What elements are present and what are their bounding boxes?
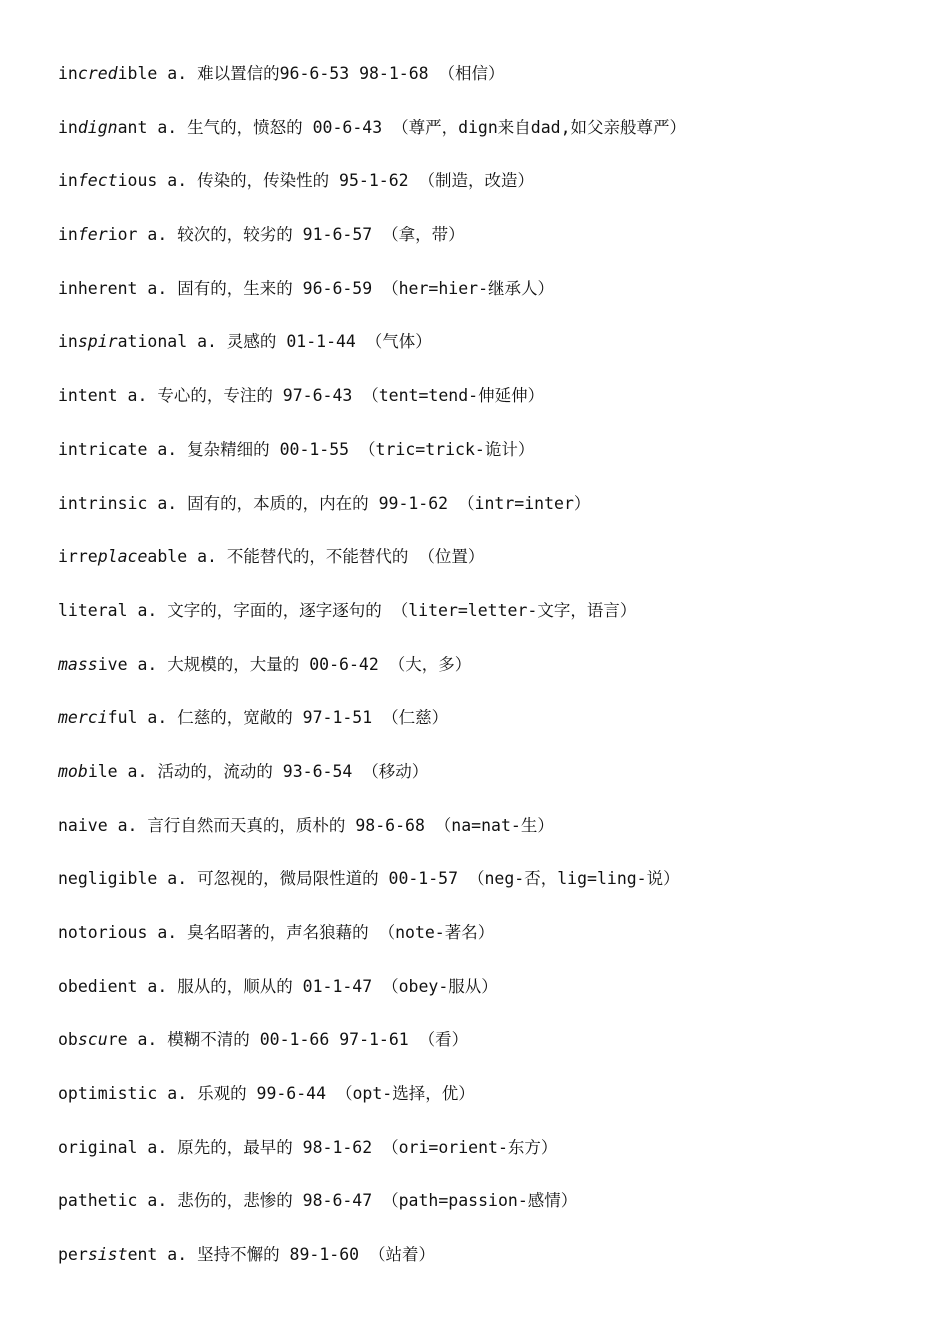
vocabulary-entry — [58, 704, 918, 758]
vocabulary-entry — [58, 597, 918, 651]
entry-text: in — [58, 117, 78, 137]
entry-text: negligible a. 可忽视的，微局限性道的 00-1-57 （neg-否，lig=ling-说） — [58, 869, 680, 889]
word-root: fect — [77, 171, 118, 191]
word-root: place — [97, 547, 148, 567]
vocabulary-entry — [58, 1026, 918, 1080]
vocabulary-entry — [58, 275, 918, 329]
vocabulary-entry — [58, 382, 918, 436]
entry-text: in — [58, 225, 78, 245]
vocabulary-entry — [58, 865, 918, 919]
entry-text: in — [58, 171, 78, 191]
entry-text: ior a. 较次的，较劣的 91-6-57 （拿，带） — [107, 225, 465, 245]
word-root: mass — [58, 654, 98, 674]
entry-text: inherent a. 固有的，生来的 96-6-59 （her=hier-继承人） — [58, 278, 555, 298]
entry-text: able a. 不能替代的，不能替代的 （位置） — [147, 547, 485, 567]
vocabulary-entry — [58, 221, 918, 275]
word-root: cred — [77, 64, 118, 83]
entry-text: re a. 模糊不清的 00-1-66 97-1-61 （看） — [107, 1030, 469, 1050]
word-root: fer — [77, 225, 108, 245]
vocabulary-entry — [58, 1134, 918, 1188]
entry-text: intricate a. 复杂精细的 00-1-55 （tric=trick-诡计） — [58, 439, 535, 459]
entry-text: intent a. 专心的，专注的 97-6-43 （tent=tend-伸延伸） — [58, 386, 545, 406]
word-root: scu — [77, 1030, 108, 1050]
entry-text: ent a. 坚持不懈的 89-1-60 （站着） — [127, 1245, 436, 1265]
vocabulary-entry — [58, 919, 918, 973]
word-root: spir — [77, 332, 118, 352]
entry-text: ob — [58, 1030, 78, 1050]
word-root: mob — [58, 761, 88, 781]
vocabulary-entry — [58, 651, 918, 705]
vocabulary-entry — [58, 543, 918, 597]
vocabulary-entry — [58, 758, 918, 812]
vocabulary-entry — [58, 328, 918, 382]
entry-text: in — [58, 332, 78, 352]
vocabulary-entry — [58, 490, 918, 544]
entry-text: notorious a. 臭名昭著的，声名狼藉的 （note-著名） — [58, 923, 495, 942]
word-root: merci — [58, 708, 108, 728]
entry-text: ive a. 大规模的，大量的 00-6-42 （大，多） — [97, 654, 472, 674]
word-root: dign — [77, 117, 118, 137]
entry-text: ful a. 仁慈的，宽敞的 97-1-51 （仁慈） — [107, 708, 449, 728]
vocabulary-entry — [58, 60, 918, 114]
entry-text: ational a. 灵感的 01-1-44 （气体） — [117, 332, 432, 352]
entry-text: original a. 原先的，最早的 98-1-62 （ori=orient-东方） — [58, 1137, 558, 1157]
vocabulary-list — [58, 60, 918, 1295]
word-root: sist — [87, 1245, 128, 1265]
entry-text: ious a. 传染的，传染性的 95-1-62 （制造，改造） — [117, 171, 535, 191]
entry-text: irre — [58, 547, 98, 567]
vocabulary-entry — [58, 812, 918, 866]
entry-text: optimistic a. 乐观的 99-6-44 （opt-选择，优） — [58, 1084, 475, 1104]
entry-text: obedient a. 服从的，顺从的 01-1-47 （obey-服从） — [58, 976, 498, 996]
entry-text: intrinsic a. 固有的，本质的，内在的 99-1-62 （intr=inter） — [58, 493, 591, 513]
entry-text: ant a. 生气的，愤怒的 00-6-43 （尊严，dign来自dad,如父亲般尊严） — [117, 117, 687, 137]
entry-text: naive a. 言行自然而天真的，质朴的 98-6-68 （na=nat-生） — [58, 815, 554, 835]
vocabulary-entry — [58, 1241, 918, 1295]
vocabulary-entry — [58, 1080, 918, 1134]
vocabulary-entry — [58, 436, 918, 490]
vocabulary-entry — [58, 167, 918, 221]
vocabulary-entry — [58, 973, 918, 1027]
entry-text: per — [58, 1245, 88, 1265]
entry-text: literal a. 文字的，字面的，逐字逐句的 （liter=letter-文字，语言） — [58, 600, 637, 620]
entry-text: ile a. 活动的，流动的 93-6-54 （移动） — [87, 761, 429, 781]
entry-text: pathetic a. 悲伤的，悲惨的 98-6-47 （path=passion-感情） — [58, 1191, 578, 1211]
vocabulary-entry — [58, 114, 918, 168]
vocabulary-entry — [58, 1187, 918, 1241]
entry-text: in — [58, 64, 78, 83]
entry-text: ible a. 难以置信的96-6-53 98-1-68 （相信） — [117, 64, 505, 83]
